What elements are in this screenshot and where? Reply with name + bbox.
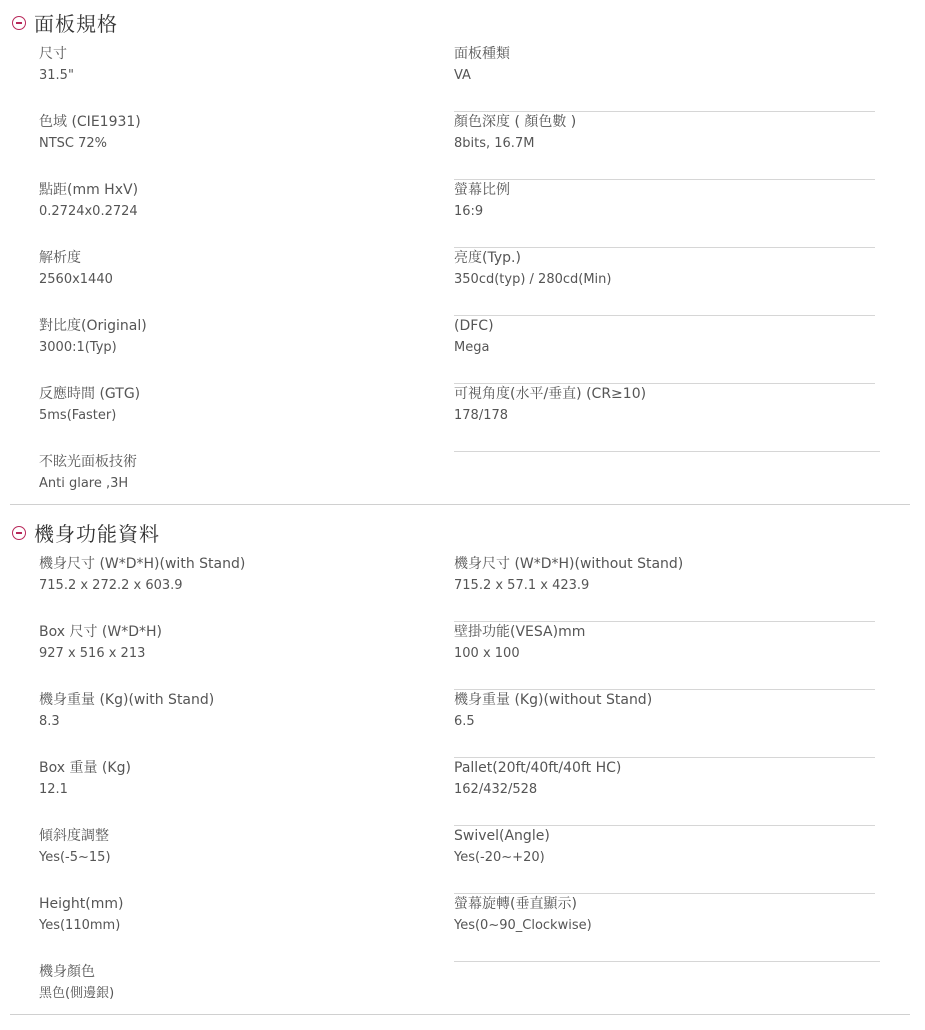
spec-label: 顏色深度 ( 顏色數 ) xyxy=(454,114,577,130)
spec-value: 715.2 x 272.2 x 603.9 xyxy=(39,578,183,593)
spec-row xyxy=(39,384,875,452)
spec-item xyxy=(39,452,137,493)
spec-row xyxy=(39,316,875,384)
spec-value: 715.2 x 57.1 x 423.9 xyxy=(454,578,590,593)
spec-item xyxy=(39,962,114,1003)
spec-value: Anti glare ,3H xyxy=(39,476,129,491)
spec-label: (DFC) xyxy=(454,318,494,334)
spec-value: 350cd(typ) / 280cd(Min) xyxy=(454,272,612,287)
spec-value: 8.3 xyxy=(39,714,60,729)
spec-label: 機身顏色 xyxy=(39,964,95,980)
spec-label: 機身重量 (Kg)(without Stand) xyxy=(454,692,653,708)
spec-value: 31.5" xyxy=(39,68,74,83)
spec-item xyxy=(454,316,494,357)
spec-label: 傾斜度調整 xyxy=(39,828,109,844)
spec-label: 不眩光面板技術 xyxy=(39,454,137,470)
section-title: 機身功能資料 xyxy=(34,522,160,546)
spec-value: 3000:1(Typ) xyxy=(39,340,117,355)
spec-item xyxy=(454,112,576,153)
section-header-body-specs[interactable] xyxy=(12,518,160,547)
spec-item xyxy=(454,894,592,935)
spec-item xyxy=(454,554,683,595)
spec-row xyxy=(39,962,875,1030)
spec-label: Box 尺寸 (W*D*H) xyxy=(39,624,162,640)
spec-item xyxy=(454,248,611,289)
spec-row xyxy=(39,622,875,690)
spec-row xyxy=(39,894,875,962)
spec-label: 亮度(Typ.) xyxy=(454,250,521,266)
section-divider xyxy=(10,504,910,505)
spec-item xyxy=(39,622,162,663)
spec-item xyxy=(39,894,123,935)
spec-label: 解析度 xyxy=(39,250,81,266)
spec-label: 機身尺寸 (W*D*H)(with Stand) xyxy=(39,556,246,572)
spec-label: Height(mm) xyxy=(39,896,124,912)
spec-label: 面板種類 xyxy=(454,46,510,62)
spec-row xyxy=(39,554,875,622)
spec-item xyxy=(39,316,147,357)
spec-value: 16:9 xyxy=(454,204,484,219)
spec-item xyxy=(39,826,111,867)
section-title: 面板規格 xyxy=(34,12,118,36)
spec-label: 可視角度(水平/垂直) (CR≥10) xyxy=(454,386,647,402)
spec-value: Mega xyxy=(454,340,490,355)
collapse-minus-icon[interactable] xyxy=(12,526,26,540)
spec-label: 機身尺寸 (W*D*H)(without Stand) xyxy=(454,556,684,572)
spec-row xyxy=(39,180,875,248)
spec-item xyxy=(39,112,141,153)
spec-value: VA xyxy=(454,68,471,83)
collapse-minus-icon[interactable] xyxy=(12,16,26,30)
spec-value: Yes(0~90_Clockwise) xyxy=(454,918,592,933)
spec-label: 尺寸 xyxy=(39,46,67,62)
spec-value: 100 x 100 xyxy=(454,646,520,661)
spec-item xyxy=(39,44,74,85)
spec-item xyxy=(39,690,214,731)
spec-row xyxy=(39,826,875,894)
spec-value: Yes(110mm) xyxy=(39,918,121,933)
spec-label: 螢幕旋轉(垂直顯示) xyxy=(454,896,577,912)
spec-item xyxy=(454,622,585,663)
spec-item xyxy=(39,758,131,799)
spec-label: 壁掛功能(VESA)mm xyxy=(454,624,586,640)
spec-item xyxy=(39,248,113,289)
spec-value: NTSC 72% xyxy=(39,136,108,151)
spec-value: 162/432/528 xyxy=(454,782,538,797)
spec-value: 178/178 xyxy=(454,408,509,423)
spec-item xyxy=(454,826,550,867)
spec-item xyxy=(454,690,652,731)
spec-label: Box 重量 (Kg) xyxy=(39,760,131,776)
spec-value: 2560x1440 xyxy=(39,272,113,287)
spec-label: 色域 (CIE1931) xyxy=(39,114,141,130)
spec-value: 8bits, 16.7M xyxy=(454,136,535,151)
spec-label: 機身重量 (Kg)(with Stand) xyxy=(39,692,215,708)
spec-label: 螢幕比例 xyxy=(454,182,510,198)
spec-label: 點距(mm HxV) xyxy=(39,182,139,198)
spec-row xyxy=(39,248,875,316)
spec-label: Swivel(Angle) xyxy=(454,828,550,844)
spec-value: 5ms(Faster) xyxy=(39,408,117,423)
spec-item xyxy=(454,180,510,221)
spec-label: 對比度(Original) xyxy=(39,318,147,334)
spec-label: Pallet(20ft/40ft/40ft HC) xyxy=(454,760,622,776)
spec-item xyxy=(39,554,245,595)
spec-item xyxy=(454,758,621,799)
spec-item xyxy=(39,180,138,221)
spec-row xyxy=(39,758,875,826)
spec-row xyxy=(39,44,875,112)
spec-item xyxy=(454,384,646,425)
spec-item xyxy=(454,44,510,85)
spec-value: 6.5 xyxy=(454,714,475,729)
spec-value: Yes(-5~15) xyxy=(39,850,111,865)
spec-row xyxy=(39,112,875,180)
section-header-panel-specs[interactable] xyxy=(12,8,118,37)
spec-label: 反應時間 (GTG) xyxy=(39,386,141,402)
spec-value: Yes(-20~+20) xyxy=(454,850,545,865)
spec-value: 0.2724x0.2724 xyxy=(39,204,138,219)
spec-row xyxy=(39,452,875,520)
spec-value: 927 x 516 x 213 xyxy=(39,646,146,661)
section-divider xyxy=(10,1014,910,1015)
spec-value: 12.1 xyxy=(39,782,68,797)
spec-row xyxy=(39,690,875,758)
spec-value: 黑色(側邊銀) xyxy=(39,986,115,1001)
spec-item xyxy=(39,384,140,425)
